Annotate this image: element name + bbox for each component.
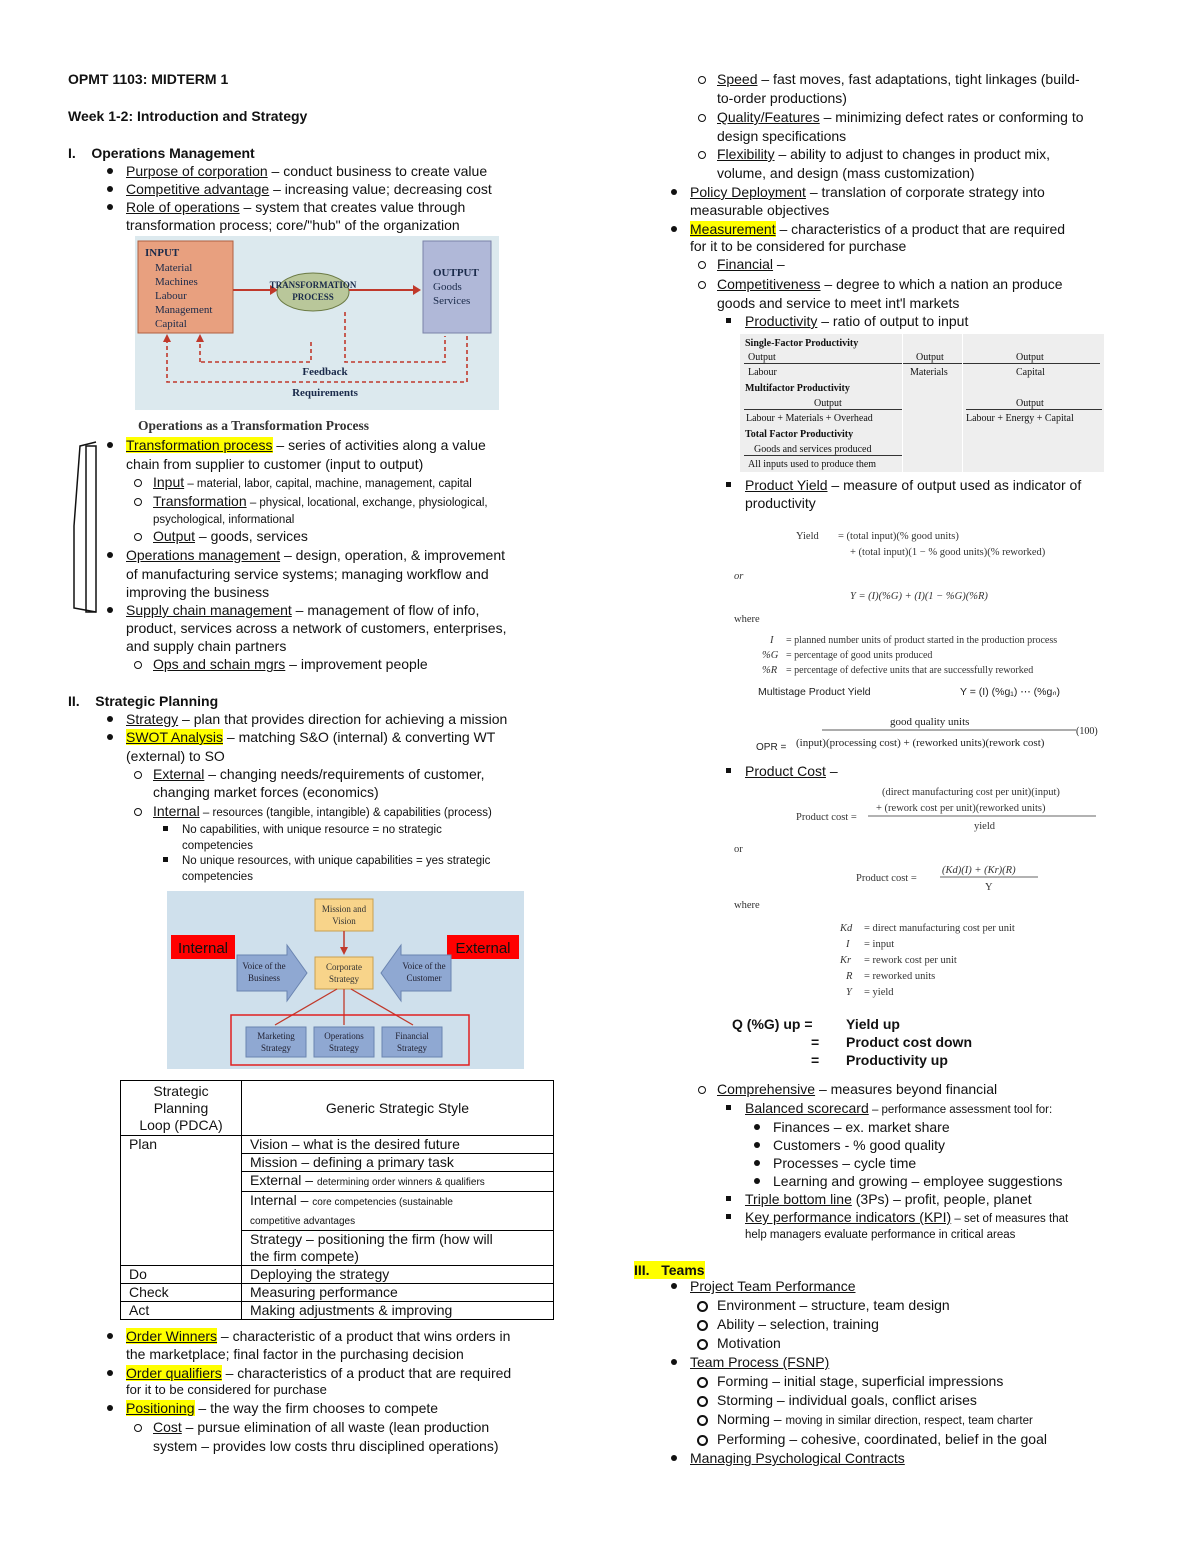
bold-circle-bullet xyxy=(697,1320,708,1331)
svg-text:yield: yield xyxy=(974,821,995,832)
svg-text:(direct manufacturing cost per: (direct manufacturing cost per unit)(input) xyxy=(882,787,1060,798)
square-bullet xyxy=(726,1214,731,1219)
bullet xyxy=(671,1283,677,1289)
svg-text:Strategy: Strategy xyxy=(397,1043,427,1053)
svg-text:(Kd)(I) + (Kr)(R): (Kd)(I) + (Kr)(R) xyxy=(942,865,1016,876)
list-item: Measurement – characteristics of a product that are required xyxy=(690,221,1066,237)
circle-bullet xyxy=(698,1086,706,1094)
svg-text:Vision: Vision xyxy=(332,916,356,926)
square-bullet xyxy=(726,768,731,773)
square-bullet xyxy=(726,1105,731,1110)
equals: = xyxy=(811,1052,820,1068)
input-title: INPUT xyxy=(145,247,180,259)
svg-text:Services: Services xyxy=(433,295,471,307)
svg-text:Mission and: Mission and xyxy=(321,904,367,914)
svg-text:Machines: Machines xyxy=(155,276,198,288)
week-heading: Week 1-2: Introduction and Strategy xyxy=(68,108,308,124)
bullet xyxy=(107,552,113,558)
bullet xyxy=(107,186,113,192)
list-item-cont: for it to be considered for purchase xyxy=(126,1382,327,1397)
bullet xyxy=(107,734,113,740)
q-label: Q (%G) up = xyxy=(732,1016,813,1032)
circle-bullet xyxy=(698,261,706,269)
bullet xyxy=(671,189,677,195)
svg-text:where: where xyxy=(734,900,760,911)
bullet xyxy=(107,168,113,174)
list-item-cont: changing market forces (economics) xyxy=(153,784,379,800)
bracket-marker xyxy=(70,440,102,616)
list-item: Product Cost – xyxy=(745,763,838,779)
list-item: Input – material, labor, capital, machine, management, capital xyxy=(153,474,472,490)
bullet xyxy=(107,204,113,210)
circle-bullet xyxy=(698,151,706,159)
q-result: Product cost down xyxy=(846,1034,972,1050)
list-item: External – changing needs/requirements of customer, xyxy=(153,766,485,782)
list-item-cont: competencies xyxy=(182,840,253,852)
svg-text:Multistage Product Yield: Multistage Product Yield xyxy=(758,686,871,698)
circle-bullet xyxy=(134,771,142,779)
svg-text:= yield: = yield xyxy=(864,987,894,998)
list-item: Supply chain management – management of flow of info, xyxy=(126,602,480,618)
svg-text:(100): (100) xyxy=(1076,726,1098,737)
list-item: Output – goods, services xyxy=(153,528,308,544)
svg-text:%G: %G xyxy=(762,650,779,661)
table-cell-plan: Plan xyxy=(121,1136,242,1266)
list-item-cont: goods and service to meet int'l markets xyxy=(717,295,960,311)
list-item: Key performance indicators (KPI) – set of measures that xyxy=(745,1209,1069,1225)
svg-text:Product cost =: Product cost = xyxy=(856,873,917,884)
list-item-cont: product, services across a network of customers, enterprises, xyxy=(126,620,507,636)
list-item-cont: and supply chain partners xyxy=(126,638,287,654)
svg-text:= planned number units of pro: = planned number units of product started in the production process xyxy=(786,635,1058,646)
svg-text:TRANSFORMATION: TRANSFORMATION xyxy=(269,280,357,290)
list-item: Performing – cohesive, coordinated, belief in the goal xyxy=(717,1431,1047,1447)
equals: = xyxy=(811,1034,820,1050)
svg-text:Kd: Kd xyxy=(840,923,853,934)
list-item: Comprehensive – measures beyond financial xyxy=(717,1081,998,1097)
list-item-cont: measurable objectives xyxy=(690,202,830,218)
svg-text:PROCESS: PROCESS xyxy=(292,292,334,302)
svg-text:OUTPUT: OUTPUT xyxy=(433,267,479,279)
svg-text:Labour: Labour xyxy=(155,290,187,302)
svg-text:%R: %R xyxy=(762,665,778,676)
internal-label: Internal xyxy=(177,940,229,957)
list-item: Ops and schain mgrs – improvement people xyxy=(153,656,428,672)
list-item: Productivity – ratio of output to input xyxy=(745,313,969,329)
svg-text:= (total input)(% good units): = (total input)(% good units) xyxy=(838,531,959,542)
list-item: Transformation process – series of activities along a value xyxy=(126,437,486,453)
bullet xyxy=(671,1359,677,1365)
list-item-cont: psychological, informational xyxy=(153,514,295,526)
svg-text:= percentage of good units pr: = percentage of good units produced xyxy=(786,650,933,661)
transformation-diagram xyxy=(135,236,499,410)
square-bullet xyxy=(163,857,168,862)
bullet xyxy=(671,1455,677,1461)
svg-text:Yield: Yield xyxy=(796,531,819,542)
circle-bullet xyxy=(134,498,142,506)
productivity-table: Single-Factor Productivity Output Output Output Labour Materials Capital Multifactor Productivity Output Output Labour + Materials + Overhead Labour + Energy + Capital Total Factor Productivity Goods and services produced All inputs used to produce them xyxy=(740,334,1104,472)
page-title: OPMT 1103: MIDTERM 1 xyxy=(68,71,229,87)
bold-circle-bullet xyxy=(697,1415,708,1426)
bullet xyxy=(754,1178,760,1184)
bullet xyxy=(754,1160,760,1166)
svg-text:Requirements: Requirements xyxy=(292,387,358,399)
list-item: Ability – selection, training xyxy=(717,1316,879,1332)
svg-text:Business: Business xyxy=(247,973,281,983)
bullet xyxy=(107,1333,113,1339)
list-item-cont: competencies xyxy=(182,871,253,883)
svg-text:I: I xyxy=(846,939,850,950)
yield-formula xyxy=(730,518,1130,758)
svg-text:Financial: Financial xyxy=(395,1031,429,1041)
list-item: Speed – fast moves, fast adaptations, tight linkages (build- xyxy=(717,71,1080,87)
svg-text:+ (rework cost per unit)(rewor: + (rework cost per unit)(reworked units) xyxy=(876,803,1046,814)
list-item: Purpose of corporation – conduct business to create value xyxy=(126,163,488,179)
list-item: Competitiveness – degree to which a nation an produce xyxy=(717,276,1063,292)
square-bullet xyxy=(163,826,168,831)
svg-text:R: R xyxy=(846,971,853,982)
square-bullet xyxy=(726,1196,731,1201)
q-result: Yield up xyxy=(846,1016,900,1032)
bullet xyxy=(754,1124,760,1130)
svg-text:Voice of the: Voice of the xyxy=(242,961,286,971)
list-item: Managing Psychological Contracts xyxy=(690,1450,905,1466)
bullet xyxy=(671,226,677,232)
svg-text:Y = (I)(%G) + (I)(1 − %G)(%R): Y = (I)(%G) + (I)(1 − %G)(%R) xyxy=(850,591,988,602)
svg-text:or: or xyxy=(734,571,744,582)
section-heading-operations: I. Operations Management xyxy=(68,145,255,161)
square-bullet xyxy=(726,482,731,487)
strategy-diagram xyxy=(167,891,524,1069)
list-item: Motivation xyxy=(717,1335,781,1351)
section-heading-teams: III. Teams xyxy=(634,1262,705,1278)
circle-bullet xyxy=(698,114,706,122)
square-bullet xyxy=(726,318,731,323)
list-item: Finances – ex. market share xyxy=(773,1119,950,1135)
list-item: Quality/Features – minimizing defect rates or conforming to xyxy=(717,109,1084,125)
list-item: Triple bottom line (3Ps) – profit, people, planet xyxy=(745,1191,1032,1207)
list-item: Product Yield – measure of output used as indicator of xyxy=(745,477,1082,493)
list-item-cont: of manufacturing service systems; managing workflow and xyxy=(126,566,489,582)
external-label: External xyxy=(455,940,511,957)
figure-caption: Operations as a Transformation Process xyxy=(138,418,369,433)
svg-text:= reworked units: = reworked units xyxy=(864,971,936,982)
list-item-cont: the marketplace; final factor in the purchasing decision xyxy=(126,1346,464,1362)
list-item: Norming – moving in similar direction, respect, team charter xyxy=(717,1411,1033,1427)
pdca-table: Strategic Planning Loop (PDCA) Generic Strategic Style Plan Vision – what is the desired future Mission – defining a primary task External – determining order winners & qualifiers Internal – core competencies (sustainable competitive advantages Strategy – positioning the firm (how will the firm compete) Do Deploying the strategy Check Measuring performance Act Making adjustments & improving xyxy=(120,1080,554,1320)
list-item: Processes – cycle time xyxy=(773,1155,917,1171)
svg-text:where: where xyxy=(734,614,760,625)
svg-text:+ (total input)(1 − % good uni: + (total input)(1 − % good units)(% reworked) xyxy=(850,547,1046,558)
list-item: Customers - % good quality xyxy=(773,1137,945,1153)
list-item-cont: to-order productions) xyxy=(717,90,847,106)
circle-bullet xyxy=(134,479,142,487)
circle-bullet xyxy=(134,661,142,669)
list-item-cont: help managers evaluate performance in critical areas xyxy=(745,1229,1016,1241)
list-item: Operations management – design, operation, & improvement xyxy=(126,547,505,563)
svg-text:Strategy: Strategy xyxy=(329,974,359,984)
svg-text:= direct manufacturing cost p: = direct manufacturing cost per unit xyxy=(864,923,1015,934)
list-item: Competitive advantage – increasing value; decreasing cost xyxy=(126,181,492,197)
list-item: Positioning – the way the firm chooses to compete xyxy=(126,1400,439,1416)
list-item: Role of operations – system that creates value through xyxy=(126,199,466,215)
svg-text:Y = (I) (%g₁) ⋯ (%gₙ): Y = (I) (%g₁) ⋯ (%gₙ) xyxy=(960,686,1061,698)
list-item-cont: chain from supplier to customer (input to output) xyxy=(126,456,424,472)
list-item: Order qualifiers – characteristics of a product that are required xyxy=(126,1365,512,1381)
bold-circle-bullet xyxy=(697,1301,708,1312)
list-item-cont: improving the business xyxy=(126,584,270,600)
bold-circle-bullet xyxy=(697,1396,708,1407)
svg-text:Y: Y xyxy=(846,987,852,998)
list-item: Policy Deployment – translation of corporate strategy into xyxy=(690,184,1045,200)
bullet xyxy=(107,1405,113,1411)
svg-text:Product cost =: Product cost = xyxy=(796,812,857,823)
circle-bullet xyxy=(134,808,142,816)
list-item: Order Winners – characteristic of a product that wins orders in xyxy=(126,1328,511,1344)
svg-text:Management: Management xyxy=(155,304,213,316)
list-item: Flexibility – ability to adjust to changes in product mix, xyxy=(717,146,1051,162)
bold-circle-bullet xyxy=(697,1435,708,1446)
list-item-cont: design specifications xyxy=(717,128,847,144)
svg-text:or: or xyxy=(734,844,743,855)
list-item: Environment – structure, team design xyxy=(717,1297,950,1313)
list-item: Balanced scorecard – performance assessment tool for: xyxy=(745,1100,1053,1116)
bullet xyxy=(754,1142,760,1148)
bullet xyxy=(107,607,113,613)
list-item: Financial – xyxy=(717,256,785,272)
list-item-cont: for it to be considered for purchase xyxy=(690,238,907,254)
list-item-cont: system – provides low costs thru disciplined operations) xyxy=(153,1438,499,1454)
list-item: Team Process (FSNP) xyxy=(690,1354,830,1370)
svg-text:Voice of the: Voice of the xyxy=(402,961,446,971)
list-item: Forming – initial stage, superficial impressions xyxy=(717,1373,1004,1389)
list-item: SWOT Analysis – matching S&O (internal) & converting WT xyxy=(126,729,496,745)
list-item: Transformation – physical, locational, exchange, physiological, xyxy=(153,493,488,509)
svg-text:Goods: Goods xyxy=(433,281,462,293)
bullet xyxy=(107,442,113,448)
svg-text:(input)(processing cost) + (re: (input)(processing cost) + (reworked units)(rework cost) xyxy=(796,737,1045,749)
svg-text:Strategy: Strategy xyxy=(261,1043,291,1053)
q-result: Productivity up xyxy=(846,1052,948,1068)
list-item: Storming – individual goals, conflict arises xyxy=(717,1392,977,1408)
bullet xyxy=(107,1370,113,1376)
circle-bullet xyxy=(134,533,142,541)
circle-bullet xyxy=(698,76,706,84)
list-item: Strategy – plan that provides direction for achieving a mission xyxy=(126,711,508,727)
list-item: Learning and growing – employee suggestions xyxy=(773,1173,1063,1189)
bold-circle-bullet xyxy=(697,1339,708,1350)
svg-text:= percentage of defective uni: = percentage of defective units that are successfully reworked xyxy=(786,665,1034,676)
svg-text:Feedback: Feedback xyxy=(302,366,348,378)
list-item-cont: volume, and design (mass customization) xyxy=(717,165,975,181)
circle-bullet xyxy=(134,1424,142,1432)
svg-text:I: I xyxy=(770,635,774,646)
product-cost-formula xyxy=(730,780,1110,1006)
svg-text:Corporate: Corporate xyxy=(326,962,362,972)
svg-text:Strategy: Strategy xyxy=(329,1043,359,1053)
svg-text:Capital: Capital xyxy=(155,318,187,330)
svg-text:Marketing: Marketing xyxy=(257,1031,295,1041)
svg-text:= rework cost per unit: = rework cost per unit xyxy=(864,955,957,966)
bullet xyxy=(107,716,113,722)
svg-text:Y: Y xyxy=(985,882,993,893)
svg-text:Material: Material xyxy=(155,262,193,274)
svg-text:Operations: Operations xyxy=(324,1031,364,1041)
list-item: Cost – pursue elimination of all waste (lean production xyxy=(153,1419,490,1435)
svg-text:Customer: Customer xyxy=(406,973,442,983)
list-item-cont: transformation process; core/"hub" of the organization xyxy=(126,217,460,233)
list-item: Internal – resources (tangible, intangible) & capabilities (process) xyxy=(153,803,492,819)
svg-text:OPR =: OPR = xyxy=(756,742,787,753)
svg-text:= input: = input xyxy=(864,939,895,950)
list-item: No unique resources, with unique capabilities = yes strategic xyxy=(182,855,491,867)
list-item-cont: (external) to SO xyxy=(126,748,225,764)
svg-text:good quality units: good quality units xyxy=(890,716,970,728)
list-item: No capabilities, with unique resource = no strategic xyxy=(182,824,442,836)
bold-circle-bullet xyxy=(697,1377,708,1388)
list-item-cont: productivity xyxy=(745,495,816,511)
circle-bullet xyxy=(698,281,706,289)
section-heading-strategic: II. Strategic Planning xyxy=(68,693,219,709)
svg-text:Kr: Kr xyxy=(840,955,852,966)
list-item: Project Team Performance xyxy=(690,1278,856,1294)
